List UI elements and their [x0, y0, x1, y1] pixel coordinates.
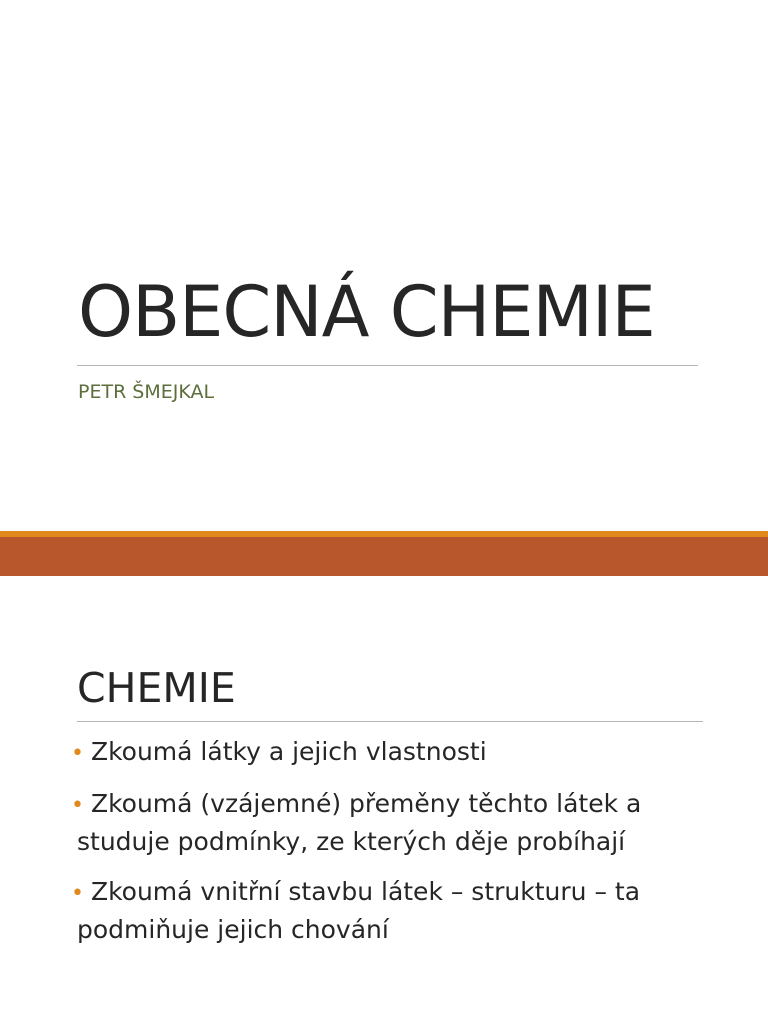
slide-divider-band — [0, 537, 768, 576]
bullet-text: Zkoumá látky a jejich vlastnosti — [90, 737, 487, 766]
bullet-item — [71, 874, 731, 948]
section-title-underline — [77, 721, 703, 722]
author-subtitle: PETR ŠMEJKAL — [78, 381, 215, 403]
bullet-list — [71, 734, 731, 962]
bullet-dot-icon: • — [71, 793, 84, 818]
title-underline — [77, 365, 698, 366]
bullet-item — [71, 734, 731, 772]
slide-title: OBECNÁ CHEMIE — [78, 271, 655, 353]
bullet-text: Zkoumá (vzájemné) přeměny těchto látek a studuje podmínky, ze kterých děje probíhají — [77, 789, 642, 856]
content-slide — [0, 576, 768, 1024]
bullet-item — [71, 786, 731, 860]
bullet-dot-icon: • — [71, 741, 84, 766]
section-title: CHEMIE — [77, 664, 236, 712]
bullet-text: Zkoumá vnitřní stavbu látek – strukturu – ta podmiňuje jejich chování — [77, 877, 641, 944]
bullet-dot-icon: • — [71, 881, 84, 906]
